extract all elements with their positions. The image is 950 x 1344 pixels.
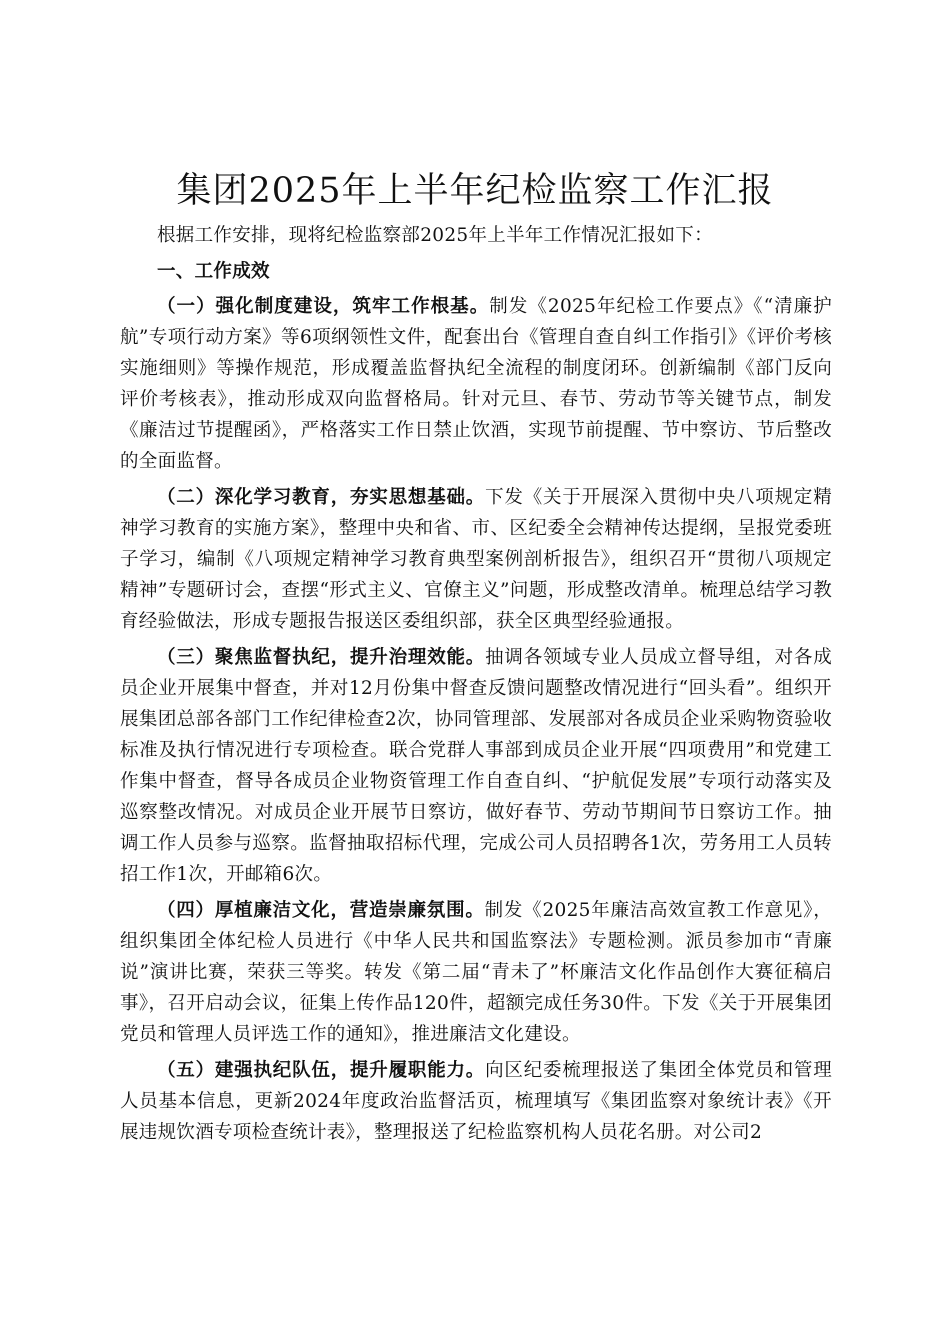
- item-text: 制发《2025年纪检工作要点》《“清廉护航”专项行动方案》等6项纲领性文件，配套出台《管理自查自纠工作指引》《评价考核实施细则》等操作规范，形成覆盖监督执纪全流程的制度闭环。创新编制《部门反向评价考核表》，推动形成双向监督格局。针对元旦、春节、劳动节等关键节点，制发《廉洁过节提醒函》，严格落实工作日禁止饮酒，实现节前提醒、节中察访、节后整改的全面监督。: [120, 296, 832, 472]
- item-text: 制发《2025年廉洁高效宣教工作意见》，组织集团全体纪检人员进行《中华人民共和国监察法》专题检测。派员参加市“青廉说”演讲比赛，荣获三等奖。转发《第二届“青未了”杯廉洁文化作品创作大赛征稿启事》，召开启动会议，征集上传作品120件，超额完成任务30件。下发《关于开展集团党员和管理人员评选工作的通知》，推进廉洁文化建设。: [120, 900, 832, 1045]
- paragraph-item-3: [120, 642, 832, 890]
- item-lead: （五）建强执纪队伍，提升履职能力。: [157, 1060, 486, 1081]
- paragraph-item-4: [120, 895, 832, 1050]
- paragraph-item-5: [120, 1055, 832, 1148]
- section-heading: 一、工作成效: [157, 261, 270, 282]
- document-body: [120, 220, 832, 1153]
- item-lead: （二）深化学习教育，夯实思想基础。: [157, 487, 486, 508]
- item-text: 抽调各领域专业人员成立督导组，对各成员企业开展集中督查，并对12月份集中督查反馈问题整改情况进行“回头看”。组织开展集团总部各部门工作纪律检查2次，协同管理部、发展部对各成员企业采购物资验收标准及执行情况进行专项检查。联合党群人事部到成员企业开展“四项费用”和党建工作集中督查，督导各成员企业物资管理工作自查自纠、“护航促发展”专项行动落实及巡察整改情况。对成员企业开展节日察访，做好春节、劳动节期间节日察访工作。抽调工作人员参与巡察。监督抽取招标代理，完成公司人员招聘各1次，劳务用工人员转招工作1次，开邮箱6次。: [120, 647, 832, 885]
- paragraph-item-1: [120, 291, 832, 477]
- item-lead: （四）厚植廉洁文化，营造崇廉氛围。: [157, 900, 485, 921]
- document-title: 集团2025年上半年纪检监察工作汇报: [176, 171, 774, 211]
- item-text: 向区纪委梳理报送了集团全体党员和管理人员基本信息，更新2024年度政治监督活页，梳理填写《集团监察对象统计表》《开展违规饮酒专项检查统计表》，整理报送了纪检监察机构人员花名册。对公司2: [120, 1060, 832, 1143]
- item-lead: （三）聚焦监督执纪，提升治理效能。: [157, 647, 486, 668]
- intro-paragraph: 根据工作安排，现将纪检监察部2025年上半年工作情况汇报如下：: [157, 225, 713, 246]
- paragraph-item-2: [120, 482, 832, 637]
- item-lead: （一）强化制度建设，筑牢工作根基。: [157, 296, 490, 317]
- item-text: 下发《关于开展深入贯彻中央八项规定精神学习教育的实施方案》，整理中央和省、市、区纪委全会精神传达提纲，呈报党委班子学习，编制《八项规定精神学习教育典型案例剖析报告》，组织召开“贯彻八项规定精神”专题研讨会，查摆“形式主义、官僚主义”问题，形成整改清单。梳理总结学习教育经验做法，形成专题报告报送区委组织部，获全区典型经验通报。: [120, 487, 832, 632]
